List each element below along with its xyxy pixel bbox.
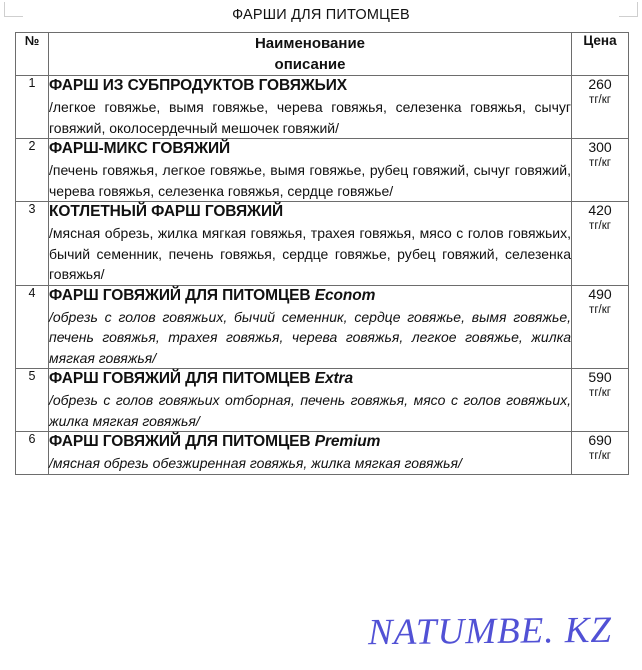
product-cell [49,202,572,286]
price-cell [572,369,629,432]
price-cell [572,76,629,139]
product-title [49,76,571,96]
product-description: /обрезь с голов говяжьих отборная, печень говяжья, мясо с голов говяжьих, жилка мягкая говяжья/ [49,392,571,429]
row-number: 4 [16,285,49,369]
product-title [49,139,571,159]
table-row [16,285,629,369]
product-cell [49,369,572,432]
price-unit: тг/кг [589,157,611,169]
price-unit: тг/кг [589,450,611,462]
row-number: 2 [16,139,49,202]
table-body [16,76,629,475]
product-cell [49,139,572,202]
product-title-main: ФАРШ ГОВЯЖИЙ ДЛЯ ПИТОМЦЕВ [49,286,315,304]
table-row [16,202,629,286]
column-header-name [49,33,572,76]
table-header [16,33,629,76]
product-description: /мясная обрезь обезжиренная говяжья, жилка мягкая говяжья/ [49,455,462,471]
price-unit: тг/кг [589,387,611,399]
table-row [16,139,629,202]
product-description: /обрезь с голов говяжьих, бычий семенник, сердце говяжье, вымя говяжье, печень говяжья, трахея говяжья, черева говяжья, легкое говяжье, жилка мягкая говяжья/ [49,308,571,366]
row-number: 5 [16,369,49,432]
product-title-main: ФАРШ ГОВЯЖИЙ ДЛЯ ПИТОМЦЕВ [49,433,315,450]
product-title-main: КОТЛЕТНЫЙ ФАРШ ГОВЯЖИЙ [49,203,284,220]
page-title: ФАРШИ ДЛЯ ПИТОМЦЕВ [232,7,410,23]
price-unit: тг/кг [589,94,611,106]
table-row [16,432,629,475]
product-title [49,369,571,389]
product-title-main: ФАРШ-МИКС ГОВЯЖИЙ [49,140,231,157]
site-watermark: NATUMBE. KZ [367,609,613,654]
product-title-variant: Premium [314,433,381,450]
product-cell [49,432,572,475]
product-cell [49,285,572,369]
row-number: 6 [16,432,49,475]
price-cell [572,202,629,286]
product-title [49,432,571,452]
column-header-name-line1: Наименование [254,35,366,52]
price-value: 300 [588,139,612,155]
product-description: /легкое говяжье, вымя говяжье, черева говяжья, селезенка говяжья, сычуг говяжий, околосердечный мешочек говяжий/ [49,99,571,136]
table-row [16,369,629,432]
price-cell [572,432,629,475]
row-number: 3 [16,202,49,286]
product-cell [49,76,572,139]
product-title-variant: Econom [314,286,376,304]
price-list-table [15,32,629,475]
column-header-number: № [16,33,49,76]
product-title [49,202,571,222]
price-unit: тг/кг [589,220,611,232]
product-title [49,286,571,306]
table-header-row [16,33,629,76]
price-value: 690 [588,432,612,448]
price-value: 490 [588,285,612,302]
product-description: /мясная обрезь, жилка мягкая говяжья, трахея говяжья, мясо с голов говяжьих, бычий семенник, печень говяжья, сердце говяжье, рубец говяжий, селезенка говяжья/ [49,225,571,282]
column-header-price: Цена [572,33,629,76]
column-header-name-line2: описание [274,56,346,73]
price-value: 420 [588,202,612,218]
product-title-variant: Extra [314,370,353,387]
product-title-main: ФАРШ ИЗ СУБПРОДУКТОВ ГОВЯЖЬИХ [49,77,347,94]
product-title-main: ФАРШ ГОВЯЖИЙ ДЛЯ ПИТОМЦЕВ [49,370,315,387]
product-description: /печень говяжья, легкое говяжье, вымя говяжье, рубец говяжий, сычуг говяжий, черева говяжья, селезенка говяжья, сердце говяжье/ [49,162,571,199]
price-cell [572,285,629,369]
price-value: 260 [588,76,612,92]
price-cell [572,139,629,202]
price-value: 590 [588,369,612,385]
price-unit: тг/кг [589,303,611,316]
table-row [16,76,629,139]
row-number: 1 [16,76,49,139]
